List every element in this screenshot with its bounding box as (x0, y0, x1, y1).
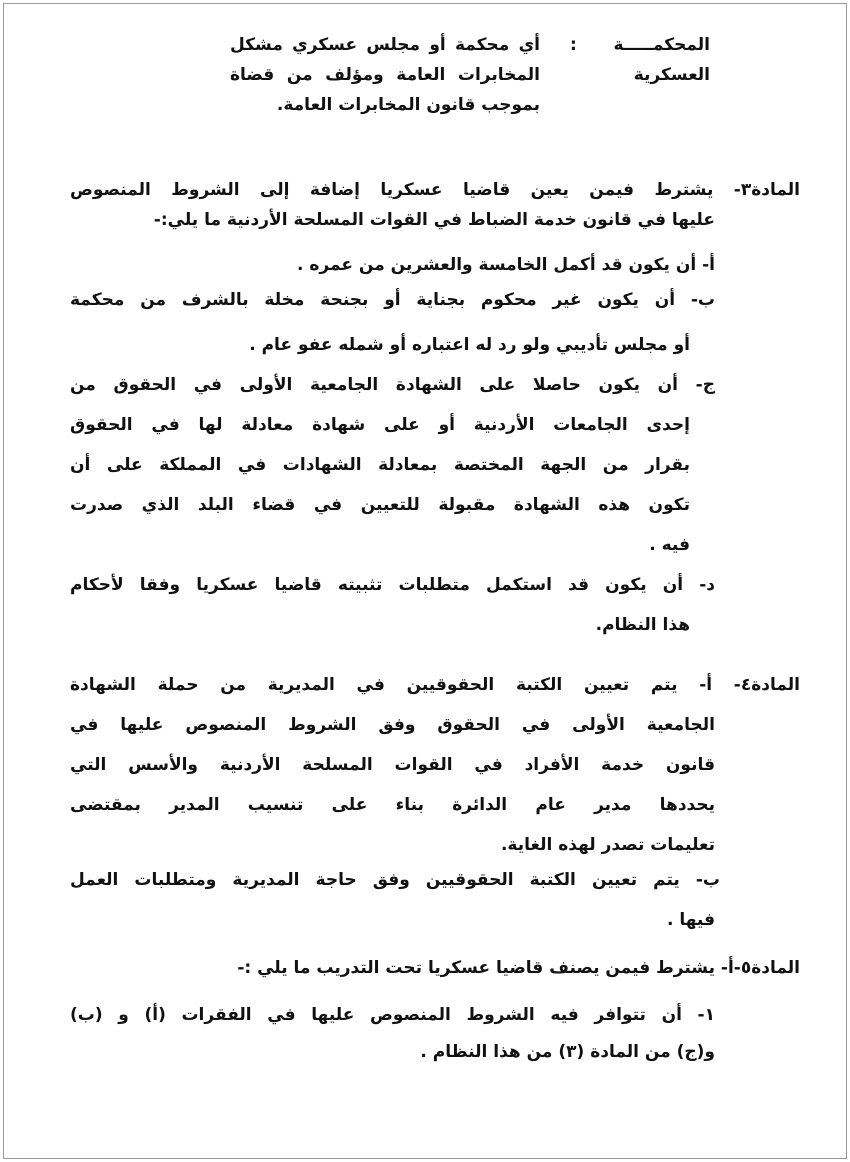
article-line: فيها . (666, 910, 715, 930)
article-line: عليها في قانون خدمة الضباط في القوات المسلحة الأردنية ما يلي:- (153, 210, 715, 230)
definition-term-line2: العسكرية (633, 65, 710, 85)
article-line: بقرار من الجهة المختصة بمعادلة الشهادات في المملكة على أن (70, 455, 690, 475)
clause-d: د- أن يكون قد استكمل متطلبات تثبيته قاضيا عسكريا وفقا لأحكام (70, 575, 715, 595)
clause-1: ١- أن تتوافر فيه الشروط المنصوص عليها في الفقرات (أ) و (ب) (70, 1005, 715, 1025)
article-line: تعليمات تصدر لهذه الغاية. (500, 835, 715, 855)
article-3-heading: المادة٣- يشترط فيمن يعين قاضيا عسكريا إضافة إلى الشروط المنصوص (70, 180, 800, 200)
article-line: إحدى الجامعات الأردنية أو على شهادة معادلة لها في الحقوق (70, 415, 690, 435)
definition-colon: : (570, 35, 577, 55)
article-4-heading: المادة٤- أ- يتم تعيين الكتبة الحقوقيين في المديرية من حملة الشهادة (70, 675, 800, 695)
article-line: الجامعية الأولى في الحقوق وفق الشروط المنصوص عليها في (70, 715, 715, 735)
article-line: و(ج) من المادة (٣) من هذا النظام . (420, 1042, 715, 1062)
clause-b: ب- أن يكون غير محكوم بجناية أو بجنحة مخلة بالشرف من محكمة (70, 290, 715, 310)
article-line: أو مجلس تأديبي ولو رد له اعتباره أو شمله عفو عام . (249, 335, 690, 355)
article-line: قانون خدمة الأفراد في القوات المسلحة الأردنية والأسس التي (70, 755, 715, 775)
clause-b: ب- يتم تعيين الكتبة الحقوقيين وفق حاجة المديرية ومتطلبات العمل (70, 870, 720, 890)
article-line: تكون هذه الشهادة مقبولة للتعيين في قضاء البلد الذي صدرت (70, 495, 690, 515)
definition-line: المخابرات العامة ومؤلف من قضاة (230, 65, 540, 85)
definition-line: أي محكمة أو مجلس عسكري مشكل (230, 35, 540, 55)
definition-line: بموجب قانون المخابرات العامة. (276, 95, 540, 115)
article-line: هذا النظام. (595, 615, 690, 635)
definition-term: المحكمـــــة (613, 35, 710, 55)
clause-c: ج- أن يكون حاصلا على الشهادة الجامعية الأولى في الحقوق من (70, 375, 715, 395)
article-line: يحددها مدير عام الدائرة بناء على تنسيب المدير بمقتضى (70, 795, 715, 815)
article-line: فيه . (649, 535, 690, 555)
article-5-heading: المادة٥-أ- يشترط فيمن يصنف قاضيا عسكريا تحت التدريب ما يلي :- (237, 958, 800, 978)
clause-a: أ- أن يكون قد أكمل الخامسة والعشرين من عمره . (297, 255, 715, 275)
